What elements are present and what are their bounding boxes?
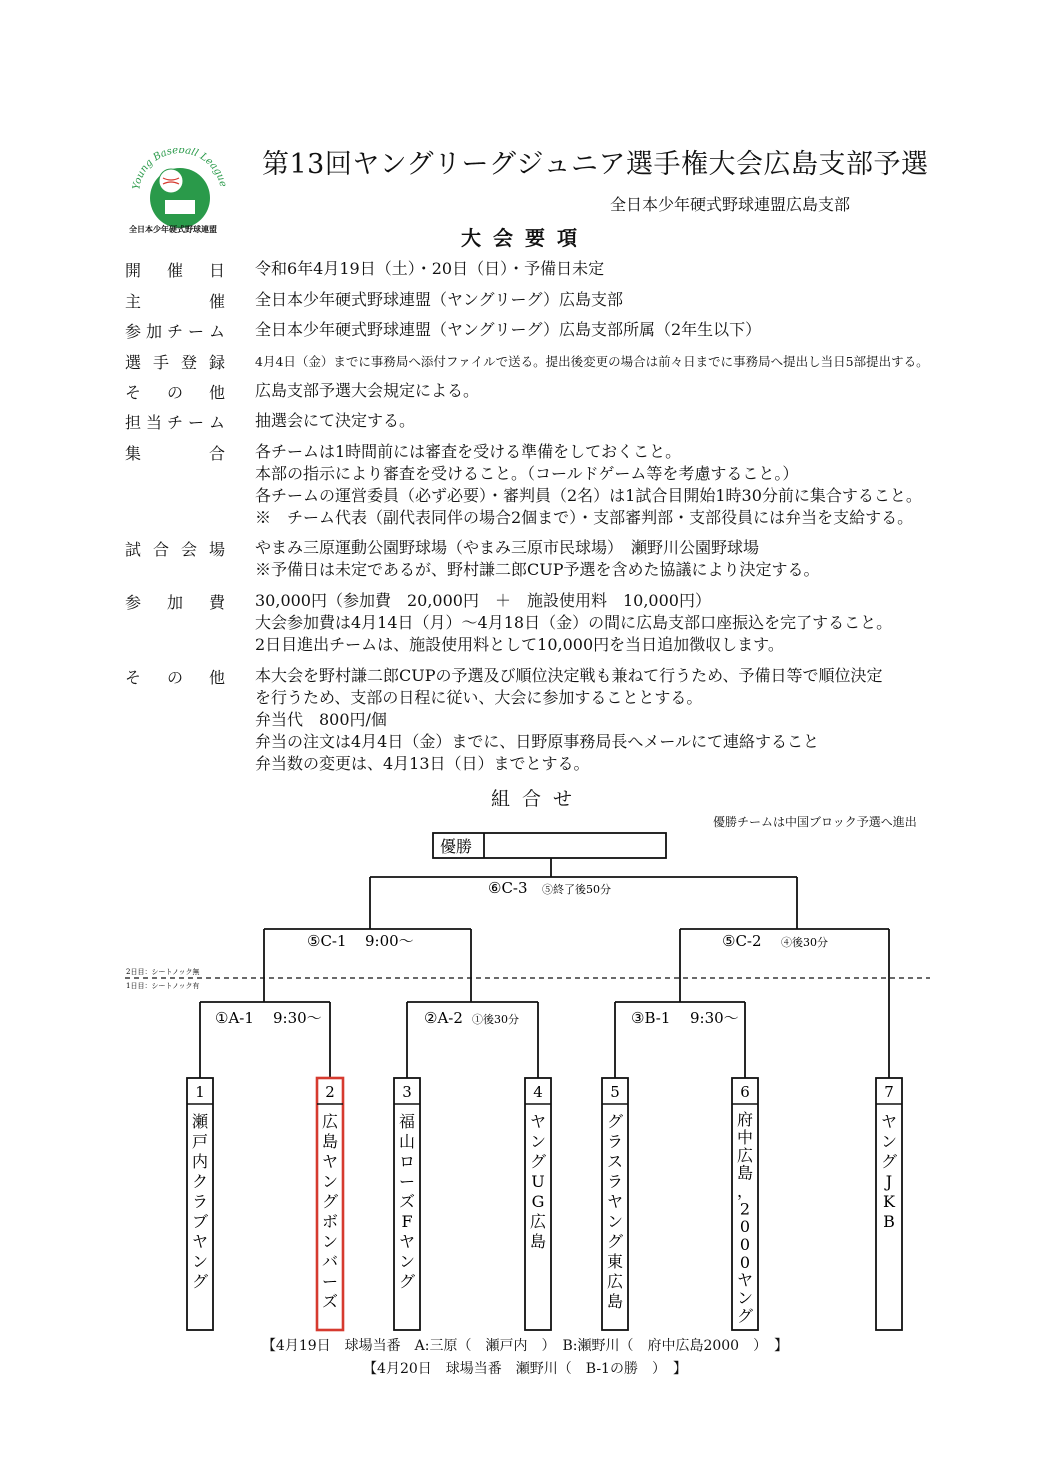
team-name: 広島ヤングボンバーズ [321,1112,339,1311]
row-label: 開催日 [125,261,225,280]
team-box [732,1078,758,1330]
logo-caption: 全日本少年硬式野球連盟 [129,224,217,234]
row-label: 試合会場 [125,540,225,559]
game-a1-time: 9:30～ [273,1009,322,1027]
row-line: 弁当代 800円/個 [255,710,387,729]
row-line: 弁当数の変更は、4月13日（日）までとする。 [255,754,590,773]
team-number: 3 [402,1083,412,1101]
game-a2-id: ②A-2 [424,1009,463,1027]
team-name: グラスラヤング東広島 [606,1112,624,1311]
row-line: 各チームは1時間前には審査を受ける準備をしておくこと。 [255,442,682,461]
row-line: 本大会を野村謙二郎CUPの予選及び順位決定戦も兼ねて行うため、予備日等で順位決定 [255,666,883,685]
day1-label: 1日目：シートノック有 [126,982,200,990]
row-label: 担当チーム [125,413,225,432]
team-number: 1 [195,1083,205,1101]
team-name: 瀬戸内クラブヤング [191,1112,209,1291]
row-label: 選手登録 [125,353,225,372]
team-name: ヤング J K B [880,1112,898,1231]
bracket-lines [200,833,889,1078]
row-value: 抽選会にて決定する。 [255,411,416,430]
row-label: その他 [125,383,225,402]
row-value: 全日本少年硬式野球連盟（ヤングリーグ）広島支部所属（2年生以下） [255,320,762,339]
game-b1-time: 9:30～ [690,1009,739,1027]
row-line: ※ チーム代表（副代表同伴の場合2個まで）・支部審判部・支部役員には弁当を支給する。 [255,508,914,527]
team-box [394,1078,420,1330]
team-box [602,1078,628,1330]
game-a1-id: ①A-1 [215,1009,254,1027]
game-semi-right-id: ⑤C-2 [722,932,762,950]
duty-day1: 【4月19日 球場当番 A:三原（ 瀬戸内 ） B:瀬野川（ 府中広島2000 ） 】 [261,1338,789,1354]
row-label: その他 [125,668,225,687]
team-box [876,1078,902,1330]
day2-label: 2日目：シートノック無 [126,968,200,976]
team-box [525,1078,551,1330]
team-number: 4 [533,1083,543,1101]
row-label: 主催 [125,292,225,311]
game-final-time: ⑤終了後50分 [542,883,611,896]
row-label: 参加チーム [125,322,225,341]
row-line: 2日目進出チームは、施設使用料として10,000円を当日追加徴収します。 [255,635,784,654]
team-name: 福山ローズ F ヤング [398,1112,416,1291]
row-line: ※予備日は未定であるが、野村謙二郎CUP予選を含めた協議により決定する。 [255,560,820,579]
row-line: 本部の指示により審査を受けること。（コールドゲーム等を考慮すること。） [255,464,799,483]
game-a2-time: ①後30分 [472,1013,519,1026]
team-number: 2 [325,1083,335,1101]
game-semi-left-id: ⑤C-1 [307,932,347,950]
row-value: 4月4日（金）までに事務局へ添付ファイルで送る。提出後変更の場合は前々日までに事務局へ提出し当日5部提出する。 [255,354,929,369]
organizer: 全日本少年硬式野球連盟広島支部 [610,195,851,214]
winner-label: 優勝 [440,837,473,856]
row-line: を行うため、支部の日程に従い、大会に参加することとする。 [255,688,703,707]
team-boxes [187,1078,902,1330]
team-number: 6 [740,1083,750,1101]
row-line: やまみ三原運動公園野球場（やまみ三原市民球場） 瀬野川公園野球場 [255,538,760,557]
row-label: 参加費 [125,593,225,612]
row-line: 弁当の注文は4月4日（金）までに、日野原事務局長へメールにて連絡すること [255,732,820,751]
game-semi-right-time: ④後30分 [781,936,828,949]
team-name: ヤング U G 広島 [529,1112,547,1251]
row-value: 令和6年4月19日（土）・20日（日）・予備日未定 [255,259,605,278]
section-heading: 大会要項 [461,226,589,250]
team-number: 5 [610,1083,620,1101]
team-box [317,1078,343,1330]
row-line: 大会参加費は4月14日（月）～4月18日（金）の間に広島支部口座振込を完了すること。 [255,613,893,632]
row-line: 各チームの運営委員（必ず必要）・審判員（2名）は1試合目開始1時30分前に集合すること。 [255,486,922,505]
team-box [187,1078,213,1330]
row-line: 30,000円（参加費 20,000円 ＋ 施設使用料 10,000円） [255,591,711,610]
team-number: 7 [884,1083,894,1101]
advance-note: 優勝チームは中国ブロック予選へ進出 [713,815,917,829]
team-name: 府中広島， 2 0 0 0 ヤング [736,1110,754,1326]
game-final-id: ⑥C-3 [488,879,528,897]
row-value: 広島支部予選大会規定による。 [255,381,480,400]
game-semi-left-time: 9:00～ [365,932,414,950]
game-b1-id: ③B-1 [631,1009,671,1027]
duty-day2: 【4月20日 球場当番 瀬野川（ B-1の勝 ） 】 [363,1361,687,1377]
row-value: 全日本少年硬式野球連盟（ヤングリーグ）広島支部 [255,290,624,309]
page-title: 第13回ヤングリーグジュニア選手権大会広島支部予選 [262,149,929,180]
logo-arc-text: Young Baseball League [131,148,229,191]
row-label: 集合 [125,444,225,463]
bracket-heading: 組合せ [490,788,584,810]
